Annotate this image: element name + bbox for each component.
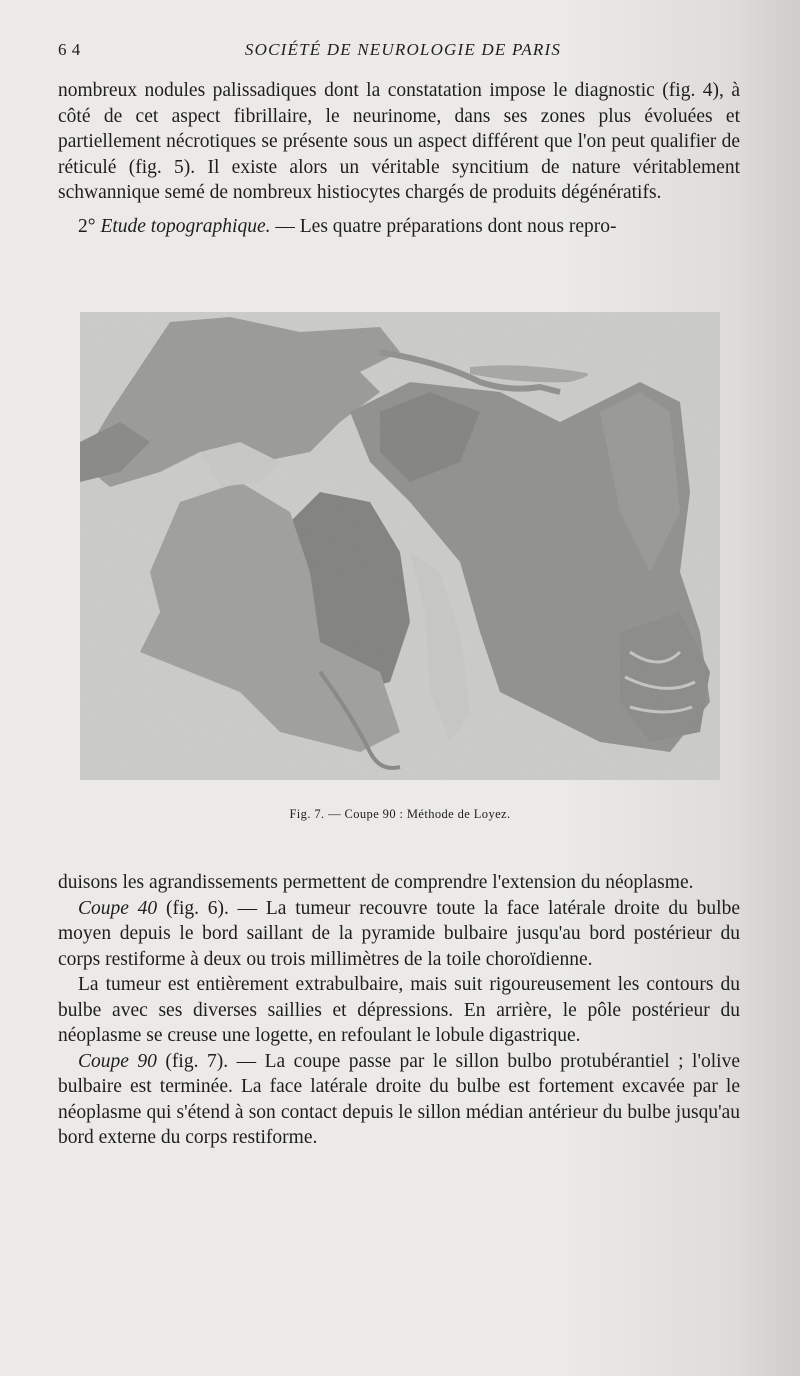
section-heading: Coupe 90 (78, 1050, 157, 1072)
figure-caption: Fig. 7. — Coupe 90 : Méthode de Loyez. (289, 807, 511, 821)
paragraph-text: — Les quatre préparations dont nous repro- (270, 215, 617, 237)
histology-figure (80, 312, 720, 780)
top-text-block (58, 78, 740, 239)
paragraph-text: (fig. 6). — La tumeur recouvre toute la face latérale droite du bulbe moyen depuis le bord saillant de la pyramide bulbaire jusqu'au bord postérieur du corps restiforme à deux ou trois millimètres de la toile choroïdienne. (58, 897, 740, 970)
section-heading: Coupe 40 (78, 897, 158, 919)
paragraph-text: (fig. 7). — La coupe passe par le sillon bulbo protubérantiel ; l'olive bulbaire est terminée. La face latérale droite du bulbe est fortement excavée par le néoplasme qui s'étend à son contact depuis le sillon médian antérieur du bulbe jusqu'au bord externe du corps restiforme. (58, 1050, 740, 1148)
paragraph-coupe-90 (58, 1049, 740, 1151)
page-number: 6 4 (58, 40, 81, 59)
paragraph-coupe-40 (58, 896, 740, 973)
running-title: SOCIÉTÉ DE NEUROLOGIE DE PARIS (244, 40, 562, 59)
page-header (58, 40, 748, 66)
paragraph-extrabulbaire: La tumeur est entièrement extrabulbaire, mais suit rigoureusement les contours du bulbe avec ses diverses saillies et dépressions. En arrière, le pôle postérieur du néoplasme se creuse une logette, en refoulant le lobule digastrique. (58, 974, 740, 1046)
section-heading: Etude topographique. (100, 215, 271, 237)
bottom-text-block (58, 870, 740, 1151)
paragraph-topographic-study (58, 214, 740, 240)
paragraph-continued: duisons les agrandissements permettent de comprendre l'extension du néoplasme. (58, 872, 694, 893)
section-number: 2° (78, 215, 101, 237)
paragraph-continued: nombreux nodules palissadiques dont la constatation impose le diagnostic (fig. 4), à côté de cet aspect fibrillaire, le neurinome, dans ses zones plus évoluées et partiellement nécrotiques se présente sous un aspect différent que l'on peut qualifier de réticulé (fig. 5). Il existe alors un véritable syncitium de nature véritablement schwannique semé de nombreux histiocytes chargés de produits dégénératifs. (58, 80, 740, 203)
brain-section-image (80, 312, 720, 780)
